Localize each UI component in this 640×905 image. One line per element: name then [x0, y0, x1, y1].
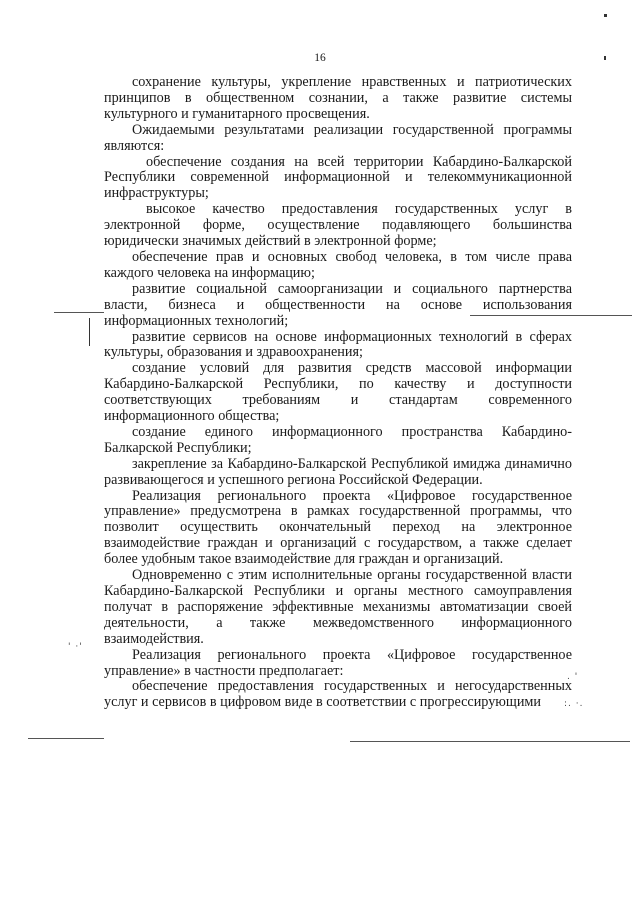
paragraph: Ожидаемыми результатами реализации государственной программы являются: — [104, 121, 572, 154]
paragraph: высокое качество предоставления государственных услуг в электронной форме, осуществление подавляющего большинства юридически значимых действий в электронной форме; — [104, 201, 572, 250]
paragraph: Реализация регионального проекта «Цифровое государственное управление» предусмотрена в рамках государственной программы, что позволит осуществить окончательный переход на электронное взаимодействие граждан и организаций с государством, а также сделает более удобным такое взаимодействие для граждан и организаций. — [104, 487, 572, 568]
page-number: 16 — [314, 52, 326, 64]
paragraph: Реализация регионального проекта «Цифровое государственное управление» в частности предполагает: — [104, 646, 572, 679]
paragraph: создание единого информационного пространства Кабардино-Балкарской Республики; — [104, 423, 572, 456]
paragraph: обеспечение прав и основных свобод человека, в том числе права каждого человека на информацию; — [104, 248, 572, 281]
paragraph: обеспечение предоставления государственных и негосударственных услуг и сервисов в цифровом виде в соответствии с прогрессирующими — [104, 678, 572, 711]
scan-noise: . ' — [567, 672, 579, 682]
scan-line — [350, 741, 630, 742]
scan-noise: ' ·' — [68, 642, 83, 652]
scan-noise: :. ·. — [564, 699, 584, 709]
scan-mark — [89, 318, 90, 346]
scan-line — [28, 738, 104, 739]
paragraph: развитие сервисов на основе информационных технологий в сферах культуры, образования и здравоохранения; — [104, 328, 572, 361]
paragraph: сохранение культуры, укрепление нравственных и патриотических принципов в общественном сознании, а также развитие системы культурного и гуманитарного просвещения. — [104, 74, 572, 122]
scan-mark — [604, 14, 607, 17]
paragraph: создание условий для развития средств массовой информации Кабардино-Балкарской Республики, по качеству и доступности соответствующих требованиям и стандартам современного информационного общества; — [104, 360, 572, 425]
paragraph: обеспечение создания на всей территории Кабардино-Балкарской Республики современной информационной и телекоммуникационной инфраструктуры; — [104, 153, 572, 202]
scan-line — [54, 312, 104, 313]
paragraph: развитие социальной самоорганизации и социального партнерства власти, бизнеса и общественности на основе использования информационных технологий; — [104, 280, 572, 329]
body-text — [104, 75, 572, 711]
paragraph: Одновременно с этим исполнительные органы государственной власти Кабардино-Балкарской Республики и органы местного самоуправления получат в распоряжение эффективные механизмы автоматизации своей деятельности, а также межведомственного информационного взаимодействия. — [104, 567, 572, 647]
paragraph: закрепление за Кабардино-Балкарской Республикой имиджа динамично развивающегося и успешного региона Российской Федерации. — [104, 455, 572, 488]
